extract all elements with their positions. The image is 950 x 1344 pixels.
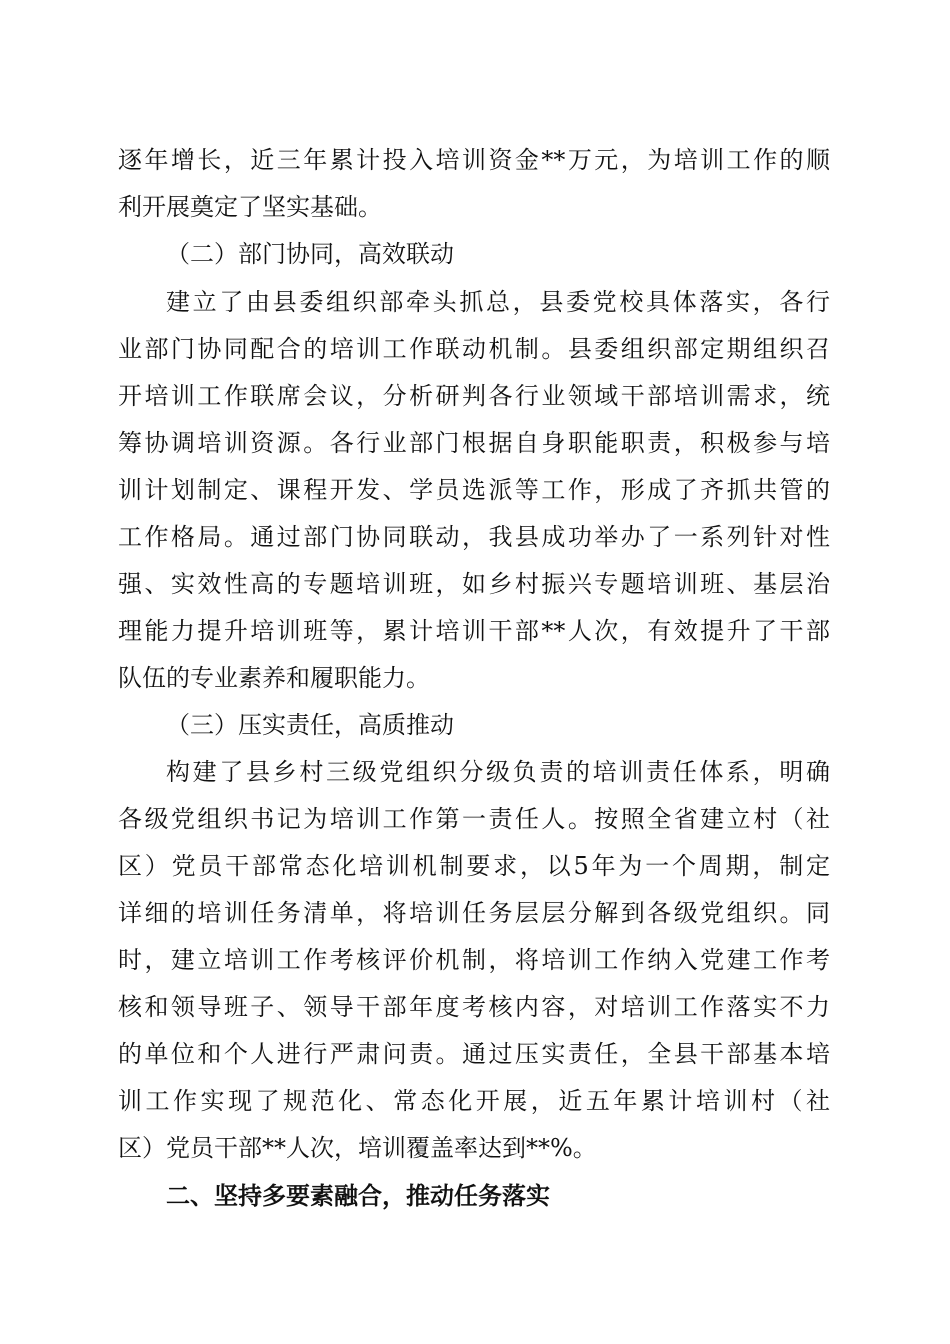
section-2-title: （二）部门协同，高效联动: [166, 240, 454, 268]
section-3-title: （三）压实责任，高质推动: [166, 711, 454, 739]
section-3-line-1: 构建了县乡村三级党组织分级负责的培训责任体系，明确: [166, 758, 830, 786]
section-3-line-7: 的单位和个人进行严肃问责。通过压实责任，全县干部基本培: [118, 1040, 830, 1068]
section-3-line-5: 时，建立培训工作考核评价机制，将培训工作纳入党建工作考: [118, 946, 830, 974]
section-2-line-8: 理能力提升培训班等，累计培训干部**人次，有效提升了干部: [118, 617, 830, 645]
section-2-line-3: 开培训工作联席会议，分析研判各行业领域干部培训需求，统: [118, 382, 830, 410]
section-3-line-9: 区）党员干部**人次，培训覆盖率达到**%。: [118, 1134, 597, 1162]
section-2-line-1: 建立了由县委组织部牵头抓总，县委党校具体落实，各行: [166, 288, 830, 316]
section-3-line-2: 各级党组织书记为培训工作第一责任人。按照全省建立村（社: [118, 805, 830, 833]
section-3-line-3: 区）党员干部常态化培训机制要求，以5年为一个周期，制定: [118, 852, 830, 880]
intro-line-1: 逐年增长，近三年累计投入培训资金**万元，为培训工作的顺: [118, 146, 830, 174]
section-3-line-8: 训工作实现了规范化、常态化开展，近五年累计培训村（社: [118, 1087, 830, 1115]
section-2-line-6: 工作格局。通过部门协同联动，我县成功举办了一系列针对性: [118, 523, 830, 551]
part-2-heading: 二、坚持多要素融合，推动任务落实: [166, 1182, 550, 1210]
intro-line-2: 利开展奠定了坚实基础。: [118, 193, 382, 221]
section-2-line-2: 业部门协同配合的培训工作联动机制。县委组织部定期组织召: [118, 335, 830, 363]
section-3-line-6: 核和领导班子、领导干部年度考核内容，对培训工作落实不力: [118, 993, 830, 1021]
section-2-line-9: 队伍的专业素养和履职能力。: [118, 664, 430, 692]
section-2-line-5: 训计划制定、课程开发、学员选派等工作，形成了齐抓共管的: [118, 476, 830, 504]
section-2-line-7: 强、实效性高的专题培训班，如乡村振兴专题培训班、基层治: [118, 570, 830, 598]
section-2-line-4: 筹协调培训资源。各行业部门根据自身职能职责，积极参与培: [118, 429, 830, 457]
section-3-line-4: 详细的培训任务清单，将培训任务层层分解到各级党组织。同: [118, 899, 830, 927]
